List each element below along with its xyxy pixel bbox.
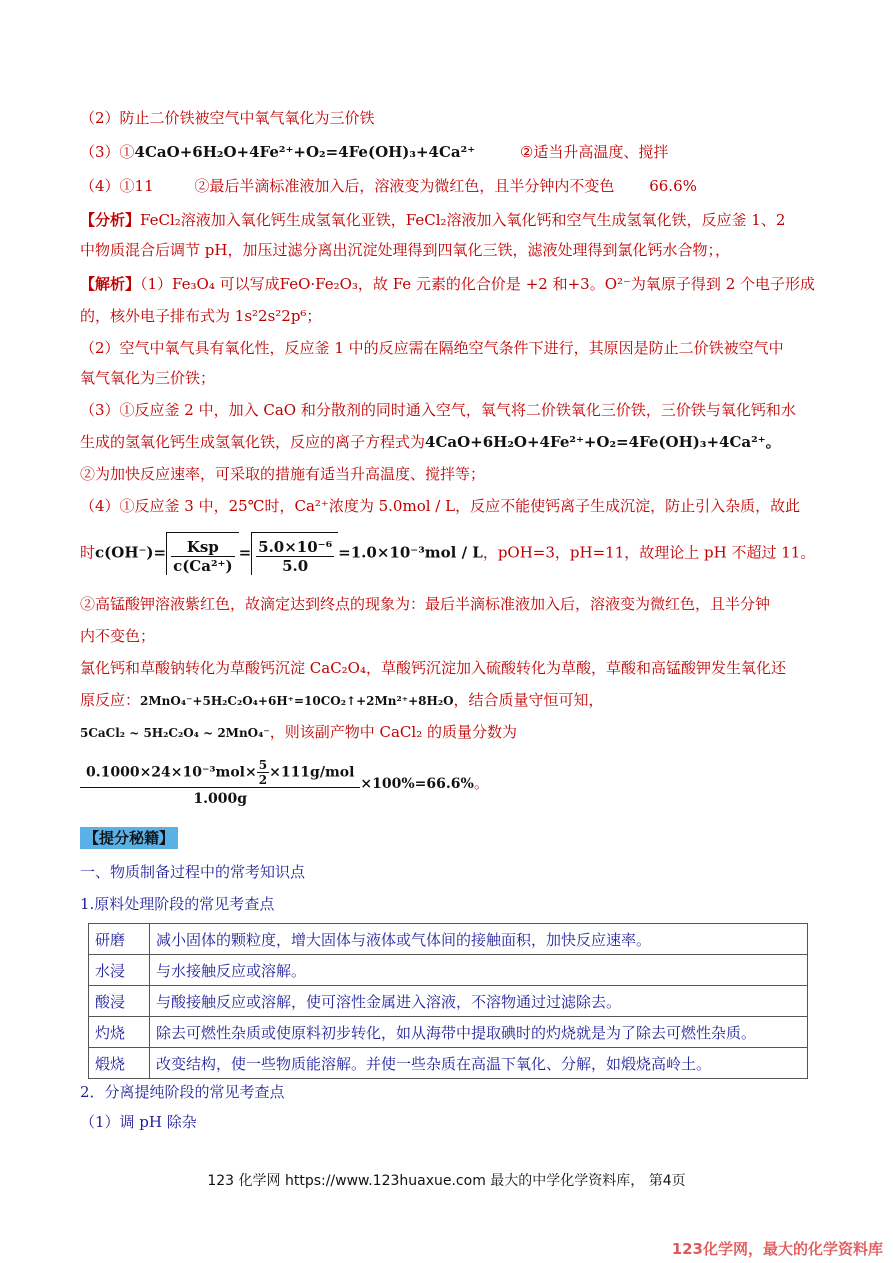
- para5-line-2: 内不变色；: [80, 627, 156, 645]
- table-row: 灼烧 除去可燃性杂质或使原料初步转化，如从海带中提取碘时的灼烧就是为了除去可燃性杂质。: [89, 1017, 808, 1048]
- analysis-line-1: 【分析】FeCl₂溶液加入氧化钙生成氢氧化亚铁，FeCl₂溶液加入氧化钙和空气生成氢氧化铁，反应釜 1、2: [80, 211, 786, 229]
- answer-line-4: （4）①11 ②最后半滴标准液加入后，溶液变为微红色，且半分钟内不变色 66.6%: [80, 177, 697, 195]
- para3-line-1: （3）①反应釜 2 中，加入 CaO 和分散剂的同时通入空气，氧气将二价铁氧化三价铁，三价铁与氧化钙和水: [80, 401, 796, 419]
- ratio-equation: 5CaCl₂ ~ 5H₂C₂O₄ ~ 2MnO₄⁻: [80, 726, 270, 740]
- ionic-equation: 4CaO+6H₂O+4Fe²⁺+O₂=4Fe(OH)₃+4Ca²⁺。: [425, 433, 781, 451]
- redox-equation: 2MnO₄⁻+5H₂C₂O₄+6H⁺=10CO₂↑+2Mn²⁺+8H₂O: [140, 694, 454, 708]
- section-heading-1-1: 1.原料处理阶段的常见考查点: [80, 895, 275, 913]
- para7-line: 5CaCl₂ ~ 5H₂C₂O₄ ~ 2MnO₄⁻，则该副产物中 CaCl₂ 的质量分数为: [80, 723, 517, 741]
- para2-line-2: 氧气氧化为三价铁；: [80, 369, 216, 387]
- answer-line-3: （3）①4CaO+6H₂O+4Fe²⁺+O₂=4Fe(OH)₃+4Ca²⁺ ②适当升高温度、搅拌: [80, 143, 669, 161]
- equation: 4CaO+6H₂O+4Fe²⁺+O₂=4Fe(OH)₃+4Ca²⁺: [134, 143, 476, 161]
- para5-line-1: ②高锰酸钾溶液紫红色，故滴定达到终点的现象为：最后半滴标准液加入后，溶液变为微红色，且半分钟: [80, 595, 771, 613]
- table-row: 酸浸 与酸接触反应或溶解，使可溶性金属进入溶液，不溶物通过过滤除去。: [89, 986, 808, 1017]
- para4-line-1: （4）①反应釜 3 中，25℃时，Ca²⁺浓度为 5.0mol / L，反应不能使钙离子生成沉淀，防止引入杂质，故此: [80, 497, 801, 515]
- para2-line-1: （2）空气中氧气具有氧化性，反应釜 1 中的反应需在隔绝空气条件下进行，其原因是防止二价铁被空气中: [80, 339, 784, 357]
- analysis-tag: 【分析】: [80, 211, 141, 229]
- jiexi-tag: 【解析】: [80, 275, 141, 293]
- analysis-line-2: 中物质混合后调节 pH，加压过滤分离出沉淀处理得到四氧化三铁，滤液处理得到氯化钙水合物；，: [80, 241, 730, 259]
- para6-line-2: 原反应：2MnO₄⁻+5H₂C₂O₄+6H⁺=10CO₂↑+2Mn²⁺+8H₂O，结合质量守恒可知，: [80, 691, 604, 709]
- answer-line-2: （2）防止二价铁被空气中氧气氧化为三价铁: [80, 109, 375, 127]
- raw-material-table: [88, 923, 808, 1079]
- page-footer: 123 化学网 https://www.123huaxue.com 最大的中学化学资料库， 第4页: [207, 1173, 686, 1189]
- watermark: 123化学网，最大的化学资料库: [671, 1240, 883, 1258]
- table-row: 研磨 减小固体的颗粒度，增大固体与液体或气体间的接触面积，加快反应速率。: [89, 924, 808, 955]
- para4-line-2: 时c(OH⁻)= $\frac{\text{Ksp}}{\text{c(Ca²⁺)}}$ = $\frac{\text{5.0×10⁻⁶}}{5.0}$ =1.0×10⁻³mol / L，pOH=3，pH=11，故理论上 pH 不超过 11。: [80, 532, 815, 578]
- jiexi-line-2: 的，核外电子排布式为 1s²2s²2p⁶；: [80, 307, 322, 325]
- tips-tag: 【提分秘籍】: [80, 827, 178, 849]
- section-heading-1: 一、物质制备过程中的常考知识点: [80, 863, 306, 881]
- section-heading-2: 2．分离提纯阶段的常见考查点: [80, 1083, 285, 1101]
- para3-line-3: ②为加快反应速率，可采取的措施有适当升高温度、搅拌等；: [80, 465, 486, 483]
- tips-heading: [80, 828, 178, 848]
- sqrt-value: $\frac{\text{5.0×10⁻⁶}}{5.0}$: [251, 532, 338, 575]
- section-heading-2-1: （1）调 pH 除杂: [80, 1113, 197, 1131]
- sqrt-ksp: $\frac{\text{Ksp}}{\text{c(Ca²⁺)}}$: [166, 532, 238, 575]
- table-row: 水浸 与水接触反应或溶解。: [89, 955, 808, 986]
- mass-fraction-equation: 0.1000×24×10⁻³mol× $\frac{5}{2}$ ×111g/mol 1.000g ×100%=66.6%。: [80, 758, 489, 810]
- para6-line-1: 氯化钙和草酸钠转化为草酸钙沉淀 CaC₂O₄，草酸钙沉淀加入硫酸转化为草酸，草酸和高锰酸钾发生氧化还: [80, 659, 786, 677]
- para3-line-2: 生成的氢氧化钙生成氢氧化铁，反应的离子方程式为4CaO+6H₂O+4Fe²⁺+O₂=4Fe(OH)₃+4Ca²⁺。: [80, 433, 781, 451]
- jiexi-line-1: 【解析】（1）Fe₃O₄ 可以写成FeO·Fe₂O₃，故 Fe 元素的化合价是 +2 和+3。O²⁻为氧原子得到 2 个电子形成: [80, 275, 816, 293]
- table-row: 煅烧 改变结构，使一些物质能溶解。并使一些杂质在高温下氧化、分解，如煅烧高岭土。: [89, 1048, 808, 1079]
